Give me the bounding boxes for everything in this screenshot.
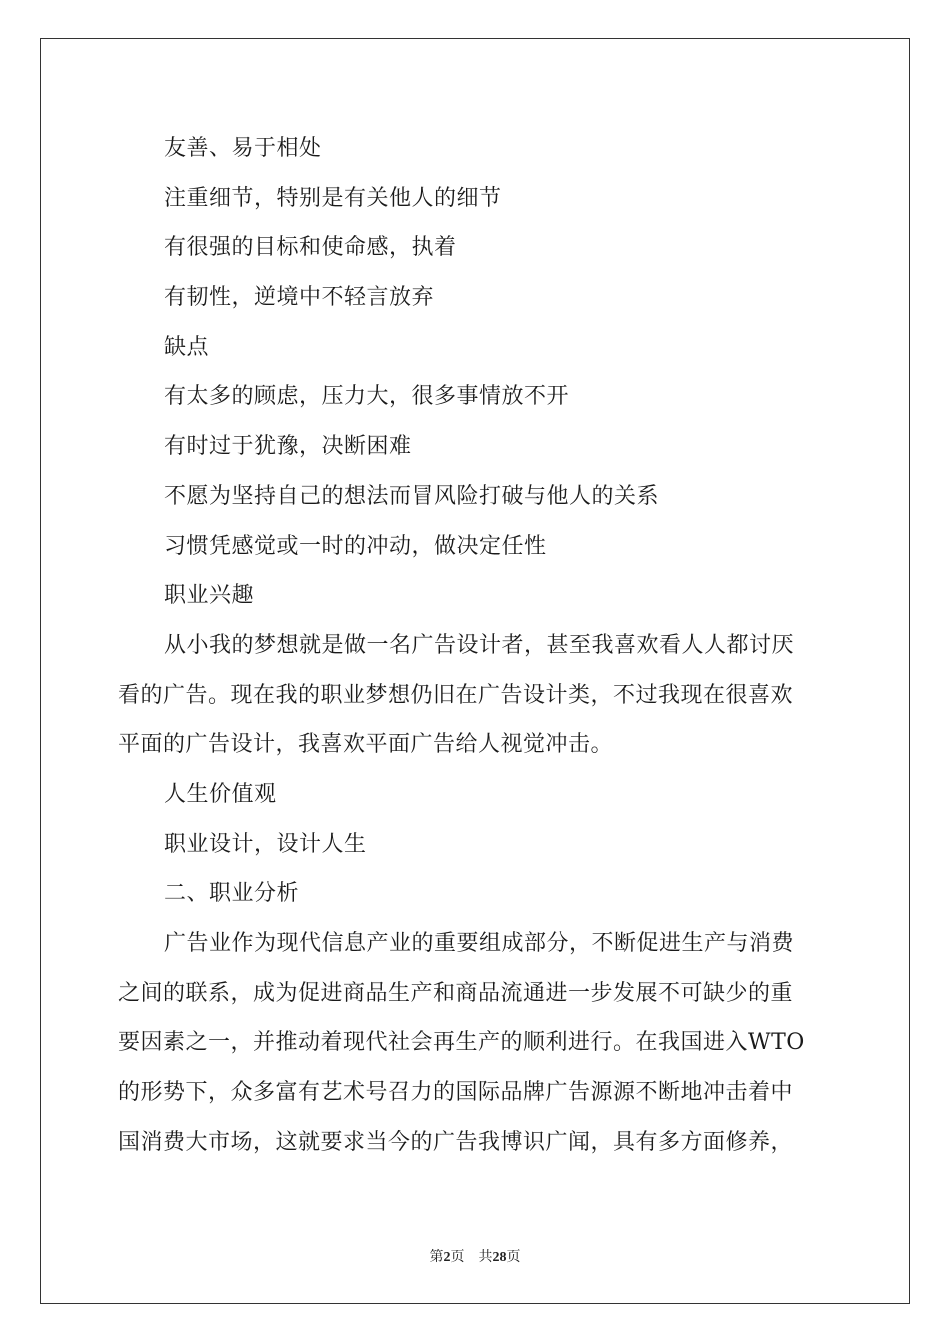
paragraph-career-dream [118, 621, 834, 770]
page-number: 2 [443, 1250, 451, 1265]
text-line: 友善、易于相处 [164, 136, 322, 161]
section-heading-weaknesses: 缺点 [164, 334, 210, 360]
total-pages: 28 [492, 1250, 507, 1265]
paragraph-line: 从小我的梦想就是做一名广告设计者，甚至我喜欢看人人都讨厌 [164, 632, 795, 658]
text-line: 有太多的顾虑，压力大，很多事情放不开 [164, 384, 570, 410]
paragraph-line: 的形势下，众多富有艺术号召力的国际品牌广告源源不断地冲击着中 [118, 1080, 794, 1106]
document-body [118, 124, 834, 1167]
text-line: 不愿为坚持自己的想法而冒风险打破与他人的关系 [164, 483, 660, 509]
page-suffix: 页 [450, 1250, 465, 1265]
total-prefix: 共 [478, 1250, 493, 1265]
text-line: 有很强的目标和使命感，执着 [164, 235, 457, 261]
text-line: 有时过于犹豫，决断困难 [164, 434, 412, 460]
section-heading-values: 人生价值观 [164, 781, 277, 807]
paragraph-line: 看的广告。现在我的职业梦想仍旧在广告设计类，不过我现在很喜欢 [118, 682, 794, 708]
text-line: 注重细节，特别是有关他人的细节 [164, 185, 502, 211]
paragraph-line: 国消费大市场，这就要求当今的广告我博识广闻，具有多方面修养， [118, 1129, 794, 1155]
paragraph-line: 之间的联系，成为促进商品生产和商品流通进一步发展不可缺少的重 [118, 980, 794, 1006]
page-footer [0, 1246, 950, 1266]
section-heading-career-interest: 职业兴趣 [164, 583, 255, 609]
page-prefix: 第 [429, 1250, 444, 1265]
paragraph-advertising-industry [118, 919, 834, 1167]
paragraph-line: 广告业作为现代信息产业的重要组成部分，不断促进生产与消费 [164, 931, 795, 956]
paragraph-line: 平面的广告设计，我喜欢平面广告给人视觉冲击。 [118, 732, 614, 758]
total-suffix: 页 [506, 1250, 521, 1265]
text-line: 职业设计，设计人生 [164, 831, 367, 857]
section-heading-career-analysis: 二、职业分析 [164, 881, 300, 907]
text-line: 习惯凭感觉或一时的冲动，做决定任性 [164, 533, 547, 559]
paragraph-line: 要因素之一，并推动着现代社会再生产的顺利进行。在我国进入WTO [118, 1030, 805, 1056]
text-line: 有韧性，逆境中不轻言放弃 [164, 285, 435, 311]
